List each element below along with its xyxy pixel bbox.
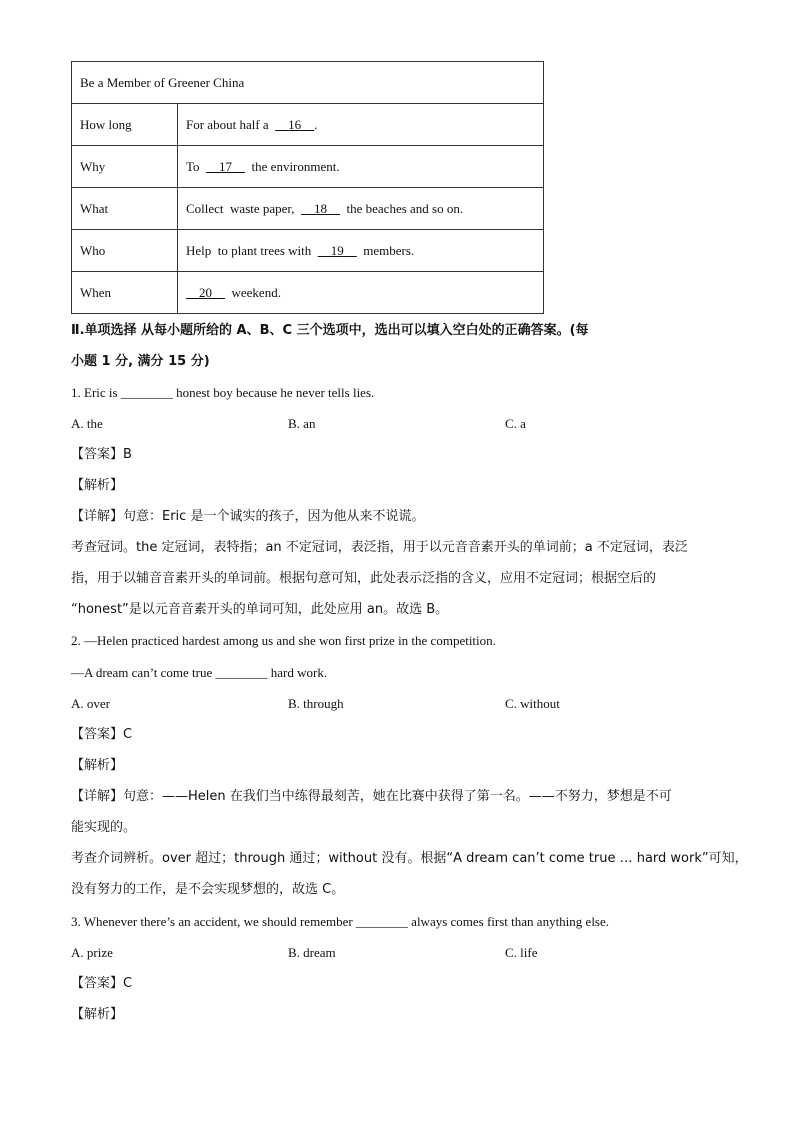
q3-option-a: A. prize (71, 945, 113, 960)
table-title-row (72, 62, 544, 104)
q2-detail-2: 能实现的。 (71, 820, 137, 835)
q1-option-a: A. the (71, 416, 103, 431)
row-key: Who (72, 230, 178, 272)
row-value: To 17 the environment. (178, 146, 544, 188)
row-key: Why (72, 146, 178, 188)
table-row (72, 188, 544, 230)
q2-answer: 【答案】C (71, 727, 133, 742)
q3-analysis-label: 【解析】 (71, 1007, 124, 1022)
blank-number: 18 (314, 200, 327, 216)
q3-answer: 【答案】C (71, 976, 133, 991)
q2-explanation-1: 考查介词辨析。over 超过；through 通过；without 没有。根据“A dream can’t come true … hard work”可知， (71, 851, 748, 866)
section-heading-line1: Ⅱ.单项选择 从每小题所给的 A、B、C 三个选项中，选出可以填入空白处的正确答案。(每 (71, 323, 589, 338)
row-value: For about half a 16 . (178, 104, 544, 146)
q2-option-c: C. without (505, 696, 560, 711)
row-value: 20 weekend. (178, 272, 544, 314)
table-row (72, 272, 544, 314)
q2-option-a: A. over (71, 696, 110, 711)
q1-detail: 【详解】句意：Eric 是一个诚实的孩子，因为他从来不说谎。 (71, 509, 425, 524)
q2-detail-1: 【详解】句意：——Helen 在我们当中练得最刻苦，她在比赛中获得了第一名。——不努力，梦想是不可 (71, 789, 672, 804)
q2-option-b: B. through (288, 696, 344, 711)
blank-number: 16 (288, 116, 302, 132)
q1-option-c: C. a (505, 416, 526, 431)
greener-china-table (71, 61, 544, 314)
table-title: Be a Member of Greener China (72, 62, 544, 104)
row-key: What (72, 188, 178, 230)
table-row (72, 146, 544, 188)
q2-stem-1: 2. —Helen practiced hardest among us and she won first prize in the competition. (71, 633, 496, 648)
blank-number: 19 (330, 242, 344, 258)
row-value: Help to plant trees with 19 members. (178, 230, 544, 272)
q2-stem-2: —A dream can’t come true ________ hard work. (71, 665, 328, 680)
table-row (72, 230, 544, 272)
q1-answer: 【答案】B (71, 447, 132, 462)
row-key: How long (72, 104, 178, 146)
blank-number: 20 (199, 284, 212, 300)
table-row (72, 104, 544, 146)
q2-analysis-label: 【解析】 (71, 758, 124, 773)
q3-option-b: B. dream (288, 945, 336, 960)
q1-analysis-label: 【解析】 (71, 478, 124, 493)
q3-stem: 3. Whenever there’s an accident, we should remember ________ always comes first than anything else. (71, 914, 610, 929)
row-key: When (72, 272, 178, 314)
q1-stem: 1. Eric is ________ honest boy because he never tells lies. (71, 385, 375, 400)
q1-explanation-1: 考查冠词。the 定冠词，表特指；an 不定冠词，表泛指，用于以元音音素开头的单词前；a 不定冠词，表泛 (71, 540, 688, 555)
q1-explanation-3: “honest”是以元音音素开头的单词可知，此处应用 an。故选 B。 (71, 602, 449, 617)
q1-explanation-2: 指，用于以辅音音素开头的单词前。根据句意可知，此处表示泛指的含义，应用不定冠词；根据空后的 (71, 571, 657, 586)
section-heading-line2: 小题 1 分, 满分 15 分) (71, 354, 210, 369)
q2-explanation-2: 没有努力的工作，是不会实现梦想的，故选 C。 (71, 882, 345, 897)
q3-option-c: C. life (505, 945, 538, 960)
blank-number: 17 (219, 158, 233, 174)
row-value: Collect waste paper, 18 the beaches and so on. (178, 188, 544, 230)
q1-option-b: B. an (288, 416, 316, 431)
